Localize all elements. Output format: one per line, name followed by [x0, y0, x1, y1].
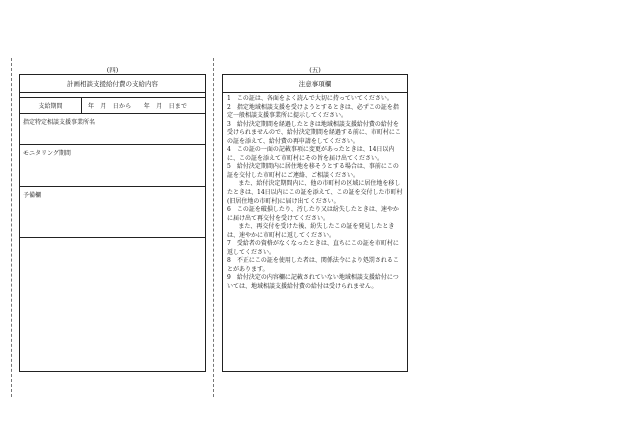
- left-fold-line: [11, 58, 12, 397]
- payment-period-label: 支給期間: [20, 98, 82, 113]
- payment-period-row: [20, 98, 205, 114]
- note-item: 1 この証は、各面をよく読んで大切に持っていてください。: [227, 95, 393, 102]
- note-item: 6 この証を破損したり、汚したり又は紛失したときは、速やかに届け出て再交付を受けてください。: [227, 206, 399, 222]
- note-item: 5 給付決定期間内に居住地を移そうとする場合は、事前にこの証を交付した市町村にご連絡、ご相談ください。: [227, 163, 399, 179]
- office-name-label: 指定特定相談支援事業所名: [23, 119, 96, 126]
- note-item: 8 不正にこの証を使用した者は、関係法令により処罰されることがあります。: [227, 257, 399, 273]
- monitoring-period-label: モニタリング期間: [23, 150, 71, 157]
- note-item: 7 受給者の資格がなくなったときは、直ちにこの証を市町村に返してください。: [227, 240, 399, 256]
- office-name-section: [20, 114, 205, 145]
- benefit-content-title: 計画相談支援給付費の支給内容: [20, 75, 205, 93]
- notes-list: [223, 93, 407, 292]
- note-item: また、給付決定期間内に、他の市町村の区域に居住地を移したときは、14日以内にこの証を添えて、この証を交付した市町村(旧居住地の市町村)に届け出てください。: [227, 180, 403, 205]
- notes-title: 注意事項欄: [223, 75, 407, 93]
- panel-number-4: (四): [106, 66, 119, 74]
- note-item: 3 給付決定期間を経過したときは地域相談支援給付費の給付を受けられませんので、給付決定期間を経過する前に、市町村にこの証を添えて、給付費の再申請をしてください。: [227, 120, 401, 145]
- notes-panel: [222, 74, 408, 372]
- note-item: 9 給付決定の内容欄に記載されていない地域相談支援給付については、地域相談支援給付費の給付は受けられません。: [227, 274, 399, 291]
- note-item: 2 指定地域相談支援を受けようとするときは、必ずこの証を指定一般相談支援事業所に提示してください。: [227, 103, 399, 120]
- panel-number-5: (五): [309, 66, 321, 74]
- remarks-section: [20, 187, 205, 238]
- monitoring-period-section: [20, 145, 205, 187]
- remarks-label: 予備欄: [23, 192, 42, 199]
- center-fold-line: [213, 58, 214, 397]
- benefit-content-panel: [19, 74, 206, 372]
- note-item: 4 この証の一面の記載事項に変更があったときは、14日以内に、この証を添えて市町村にその旨を届け出てください。: [227, 146, 395, 162]
- payment-period-value: 年 月 日から 年 月 日まで: [88, 103, 188, 110]
- note-item: また、再交付を受けた後、紛失したこの証を発見したときは、速やかに市町村に返してください。: [227, 223, 395, 239]
